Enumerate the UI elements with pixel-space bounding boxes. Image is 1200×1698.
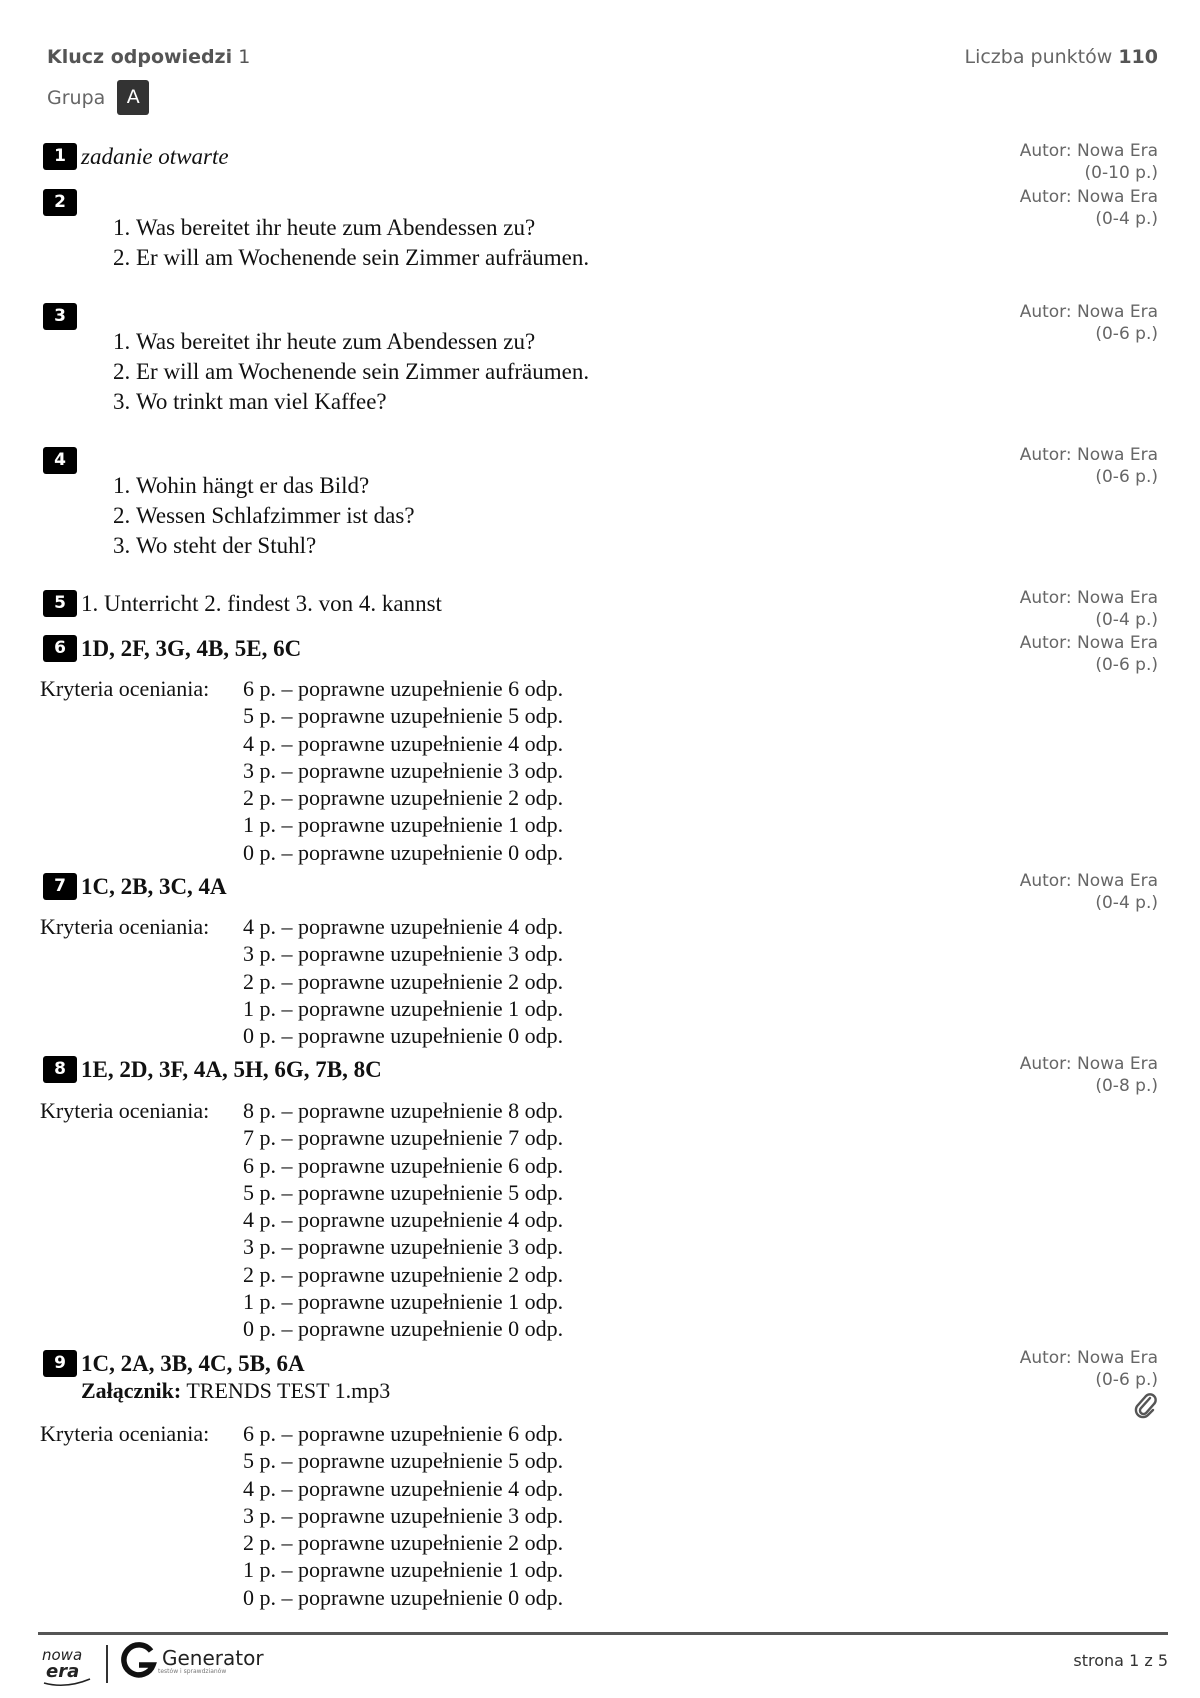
points-range: (0-10 p.) [1084,163,1158,183]
question-9 [43,1350,305,1377]
page-number: strona 1 z 5 [1073,1651,1168,1670]
answer-list-4 [113,471,415,561]
question-1-meta [1020,140,1158,184]
list-item: 1. Was bereitet ihr heute zum Abendessen zu? [113,329,536,354]
author: Autor: Nowa Era [1019,302,1158,322]
author: Autor: Nowa Era [1019,588,1158,608]
title-text: Klucz odpowiedzi [47,46,233,68]
points-range: (0-6 p.) [1095,324,1158,344]
criteria-line: 6 p. – poprawne uzupełnienie 6 odp. [243,676,564,701]
question-8 [43,1056,382,1083]
author: Autor: Nowa Era [1019,1348,1158,1368]
list-item: 3. Wo steht der Stuhl? [113,533,317,558]
answer-list-2 [113,213,589,273]
criteria-line: 3 p. – poprawne uzupełnienie 3 odp. [243,757,564,783]
paperclip-icon[interactable] [1020,1393,1158,1425]
points-range: (0-4 p.) [1095,209,1158,229]
question-6-meta [1020,632,1158,676]
question-number: 8 [43,1056,77,1083]
attachment-label: Załącznik: [81,1378,182,1403]
logo-separator [106,1645,108,1683]
criteria-line: 0 p. – poprawne uzupełnienie 0 odp. [243,1584,564,1610]
criteria-line: 2 p. – poprawne uzupełnienie 2 odp. [243,1530,564,1556]
answer-text: zadanie otwarte [81,143,229,169]
question-6 [43,635,301,662]
answer-text: 1C, 2B, 3C, 4A [81,873,227,899]
criteria-line: 4 p. – poprawne uzupełnienie 4 odp. [243,1475,564,1501]
question-7 [43,873,227,900]
group-indicator [47,80,149,115]
criteria-line: 8 p. – poprawne uzupełnienie 8 odp. [243,1098,564,1123]
generator-text: Generator [162,1645,264,1670]
question-3 [43,303,77,330]
author: Autor: Nowa Era [1019,1054,1158,1074]
list-item: 2. Er will am Wochenende sein Zimmer aufräumen. [113,245,590,270]
list-item: 2. Er will am Wochenende sein Zimmer aufräumen. [113,359,590,384]
question-number: 5 [43,590,77,617]
author: Autor: Nowa Era [1019,445,1158,465]
attachment[interactable] [81,1378,390,1404]
question-9-meta [1020,1347,1158,1425]
question-1 [43,143,229,170]
question-5 [43,590,442,617]
points-total [964,46,1158,68]
points-range: (0-6 p.) [1095,1370,1158,1390]
question-number: 9 [43,1350,77,1377]
nowa-era-logo [40,1645,96,1692]
question-number: 3 [43,303,77,330]
criteria-line: 1 p. – poprawne uzupełnienie 1 odp. [243,1289,564,1315]
criteria-line: 1 p. – poprawne uzupełnienie 1 odp. [243,812,564,838]
question-number: 6 [43,635,77,662]
criteria-line: 0 p. – poprawne uzupełnienie 0 odp. [243,1316,564,1342]
criteria-label: Kryteria oceniania: [40,914,210,939]
criteria-line: 3 p. – poprawne uzupełnienie 3 odp. [243,1502,564,1528]
criteria-line: 3 p. – poprawne uzupełnienie 3 odp. [243,1234,564,1260]
criteria-line: 6 p. – poprawne uzupełnienie 6 odp. [243,1421,564,1446]
points-range: (0-6 p.) [1095,467,1158,487]
question-2 [43,189,77,216]
question-4 [43,447,77,474]
points-label: Liczba punktów [964,46,1113,68]
question-4-meta [1020,444,1158,488]
criteria-line: 1 p. – poprawne uzupełnienie 1 odp. [243,995,564,1021]
question-number: 7 [43,873,77,900]
answer-text: 1D, 2F, 3G, 4B, 5E, 6C [81,635,302,661]
answer-text: 1. Unterricht 2. findest 3. von 4. kannst [81,590,442,616]
list-item: 2. Wessen Schlafzimmer ist das? [113,503,415,528]
list-item: 1. Wohin hängt er das Bild? [113,473,370,498]
answer-text: 1E, 2D, 3F, 4A, 5H, 6G, 7B, 8C [81,1056,382,1082]
question-number: 4 [43,447,77,474]
question-number: 2 [43,189,77,216]
generator-logo [120,1641,264,1681]
points-range: (0-6 p.) [1095,655,1158,675]
points-value: 110 [1118,46,1158,68]
criteria-line: 0 p. – poprawne uzupełnienie 0 odp. [243,1023,564,1049]
answer-list-3 [113,327,589,417]
logo-nowa-text: nowa [42,1646,83,1664]
criteria-line: 2 p. – poprawne uzupełnienie 2 odp. [243,785,564,811]
question-8-meta [1020,1053,1158,1097]
criteria-line: 3 p. – poprawne uzupełnienie 3 odp. [243,941,564,967]
criteria-line: 1 p. – poprawne uzupełnienie 1 odp. [243,1557,564,1583]
question-5-meta [1020,587,1158,631]
criteria-line: 7 p. – poprawne uzupełnienie 7 odp. [243,1125,564,1151]
logo-era-text: era [46,1661,80,1682]
author: Autor: Nowa Era [1019,187,1158,207]
question-number: 1 [43,143,77,170]
group-badge: A [117,80,149,115]
question-2-meta [1020,186,1158,230]
title-number: 1 [238,46,251,68]
generator-subtext: testów i sprawdzianów [158,1667,227,1675]
criteria-label: Kryteria oceniania: [40,676,210,701]
attachment-file[interactable]: TRENDS TEST 1.mp3 [186,1378,391,1403]
criteria-line: 5 p. – poprawne uzupełnienie 5 odp. [243,703,564,729]
list-item: 1. Was bereitet ihr heute zum Abendessen zu? [113,215,536,240]
criteria-line: 4 p. – poprawne uzupełnienie 4 odp. [243,1207,564,1233]
points-range: (0-4 p.) [1095,610,1158,630]
document-title [47,46,250,68]
author: Autor: Nowa Era [1019,871,1158,891]
points-range: (0-8 p.) [1095,1076,1158,1096]
criteria-line: 5 p. – poprawne uzupełnienie 5 odp. [243,1448,564,1474]
author: Autor: Nowa Era [1019,141,1158,161]
group-label: Grupa [47,86,106,109]
criteria-label: Kryteria oceniania: [40,1098,210,1123]
criteria-line: 6 p. – poprawne uzupełnienie 6 odp. [243,1152,564,1178]
answer-text: 1C, 2A, 3B, 4C, 5B, 6A [81,1350,305,1376]
question-3-meta [1020,301,1158,345]
criteria-label: Kryteria oceniania: [40,1421,210,1446]
footer-divider [38,1632,1168,1635]
criteria-line: 0 p. – poprawne uzupełnienie 0 odp. [243,839,564,865]
criteria-line: 4 p. – poprawne uzupełnienie 4 odp. [243,730,564,756]
criteria-line: 2 p. – poprawne uzupełnienie 2 odp. [243,968,564,994]
question-7-meta [1020,870,1158,914]
author: Autor: Nowa Era [1019,633,1158,653]
criteria-line: 4 p. – poprawne uzupełnienie 4 odp. [243,914,564,939]
criteria-line: 2 p. – poprawne uzupełnienie 2 odp. [243,1261,564,1287]
points-range: (0-4 p.) [1095,893,1158,913]
generator-g-icon [120,1641,158,1681]
list-item: 3. Wo trinkt man viel Kaffee? [113,389,387,414]
criteria-line: 5 p. – poprawne uzupełnienie 5 odp. [243,1179,564,1205]
